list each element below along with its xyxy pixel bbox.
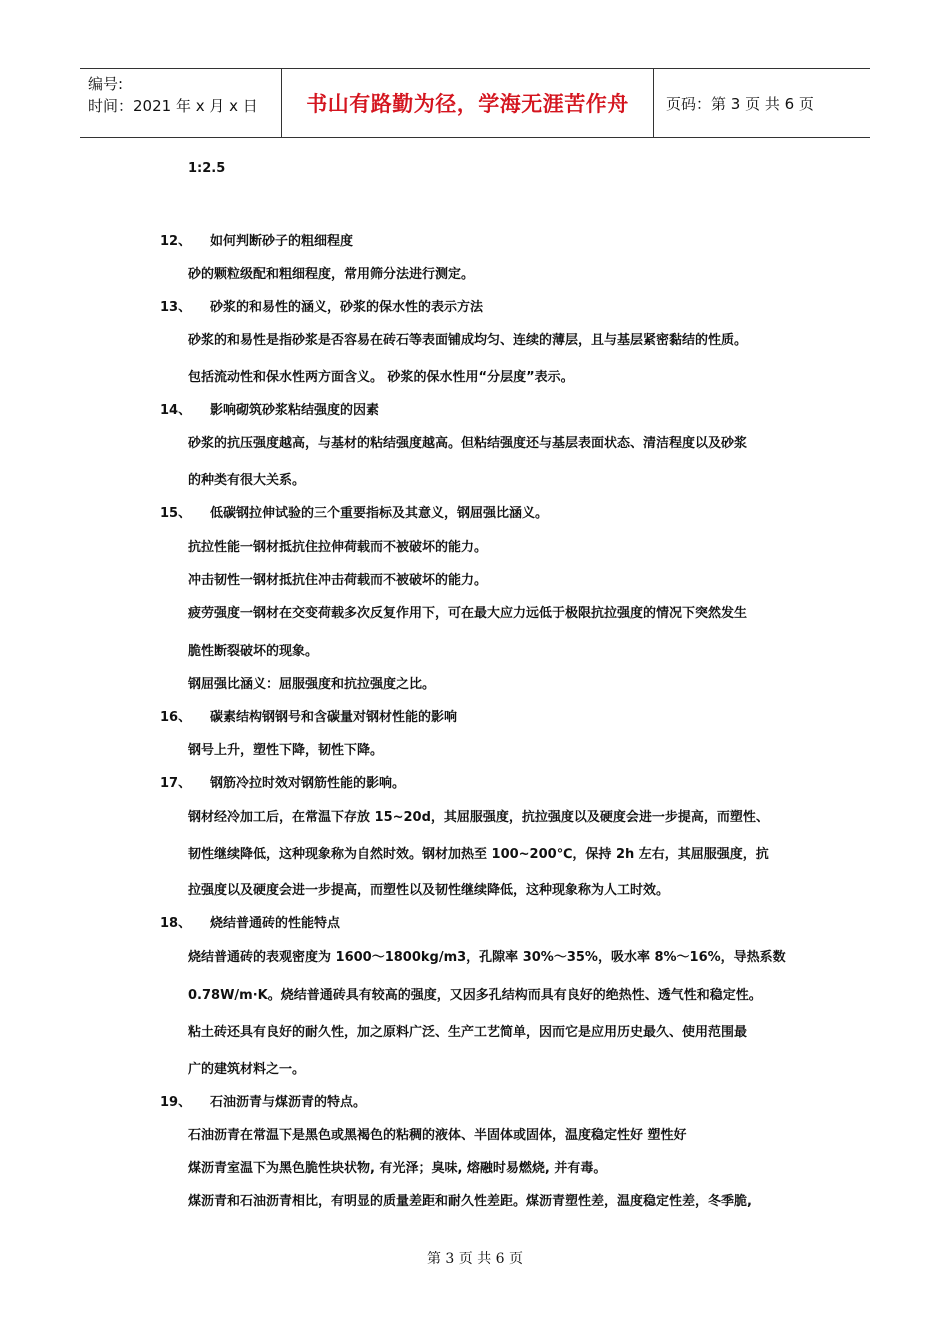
question-number: 14、: [160, 403, 192, 418]
question-heading: [160, 399, 379, 418]
answer-line: 抗拉性能一钢材抵抗住拉伸荷载而不被破坏的能力。: [188, 540, 488, 555]
page-footer: 第 3 页 共 6 页: [426, 1251, 524, 1267]
answer-line: 冲击韧性一钢材抵抗住冲击荷载而不被破坏的能力。: [188, 573, 488, 588]
question-number: 12、: [160, 234, 192, 249]
header-page-number: 页码：第 3 页 共 6 页: [666, 94, 814, 113]
question-heading: [160, 1091, 366, 1110]
answer-line: 拉强度以及硬度会进一步提高，而塑性以及韧性继续降低，这种现象称为人工时效。: [188, 883, 670, 898]
answer-line: 石油沥青在常温下是黑色或黑褐色的粘稠的液体、半固体或固体，温度稳定性好 塑性好: [188, 1128, 687, 1143]
question-number: 17、: [160, 776, 192, 791]
question-text: 石油沥青与煤沥青的特点。: [210, 1095, 367, 1110]
question-heading: [160, 772, 405, 791]
answer-line: 砂浆的抗压强度越高，与基材的粘结强度越高。但粘结强度还与基层表面状态、清洁程度以及砂浆: [188, 436, 748, 451]
answer-line: 广的建筑材料之一。: [188, 1062, 306, 1077]
answer-line: 砂的颗粒级配和粗细程度，常用筛分法进行测定。: [188, 267, 475, 282]
question-heading: [160, 706, 457, 725]
answer-line: 砂浆的和易性是指砂浆是否容易在砖石等表面铺成均匀、连续的薄层，且与基层紧密黏结的性质。: [188, 333, 748, 348]
answer-line: 钢屈强比涵义：屈服强度和抗拉强度之比。: [188, 677, 436, 692]
question-number: 19、: [160, 1095, 192, 1110]
answer-line: 0.78W/m·K。烧结普通砖具有较高的强度，又因多孔结构而具有良好的绝热性、透气性和稳定性。: [188, 988, 762, 1003]
answer-line: 煤沥青室温下为黑色脆性块状物, 有光泽；臭味, 熔融时易燃烧, 并有毒。: [188, 1161, 607, 1176]
question-number: 15、: [160, 506, 192, 521]
question-number: 18、: [160, 916, 192, 931]
question-heading: [160, 502, 548, 521]
answer-line: 的种类有很大关系。: [188, 473, 306, 488]
answer-line: 疲劳强度一钢材在交变荷载多次反复作用下，可在最大应力远低于极限抗拉强度的情况下突然发生: [188, 606, 748, 621]
answer-line: 韧性继续降低，这种现象称为自然时效。钢材加热至 100~200℃，保持 2h 左右，其屈服强度，抗: [188, 847, 769, 862]
question-text: 如何判断砂子的粗细程度: [210, 234, 354, 249]
answer-line: 1:2.5: [188, 161, 226, 176]
answer-line: 烧结普通砖的表观密度为 1600～1800kg/m3，孔隙率 30%～35%，吸水率 8%～16%，导热系数: [188, 950, 786, 965]
answer-line: 粘土砖还具有良好的耐久性，加之原料广泛、生产工艺简单，因而它是应用历史最久、使用范围最: [188, 1025, 748, 1040]
question-text: 砂浆的和易性的涵义，砂浆的保水性的表示方法: [210, 300, 484, 315]
question-number: 16、: [160, 710, 192, 725]
question-heading: [160, 912, 340, 931]
answer-line: 包括流动性和保水性两方面含义。 砂浆的保水性用“分层度”表示。: [188, 370, 574, 385]
question-text: 低碳钢拉伸试验的三个重要指标及其意义，钢屈强比涵义。: [210, 506, 549, 521]
header-meta-cell: [80, 69, 282, 137]
answer-line: 钢材经冷加工后，在常温下存放 15~20d，其屈服强度，抗拉强度以及硬度会进一步提高，而塑性、: [188, 810, 769, 825]
question-text: 影响砌筑砂浆粘结强度的因素: [210, 403, 380, 418]
question-text: 烧结普通砖的性能特点: [210, 916, 341, 931]
answer-line: 脆性断裂破坏的现象。: [188, 644, 319, 659]
document-number-label: 编号:: [88, 75, 124, 93]
question-heading: [160, 296, 483, 315]
header-motto: 书山有路勤为径，学海无涯苦作舟: [282, 69, 654, 137]
question-text: 碳素结构钢钢号和含碳量对钢材性能的影响: [210, 710, 458, 725]
question-number: 13、: [160, 300, 192, 315]
question-heading: [160, 230, 353, 249]
document-date-label: 时间：2021 年 x 月 x 日: [88, 97, 258, 115]
header-table: [80, 68, 870, 138]
question-text: 钢筋冷拉时效对钢筋性能的影响。: [210, 776, 406, 791]
answer-line: 钢号上升，塑性下降，韧性下降。: [188, 743, 384, 758]
answer-line: 煤沥青和石油沥青相比，有明显的质量差距和耐久性差距。煤沥青塑性差，温度稳定性差，冬季脆,: [188, 1194, 752, 1209]
